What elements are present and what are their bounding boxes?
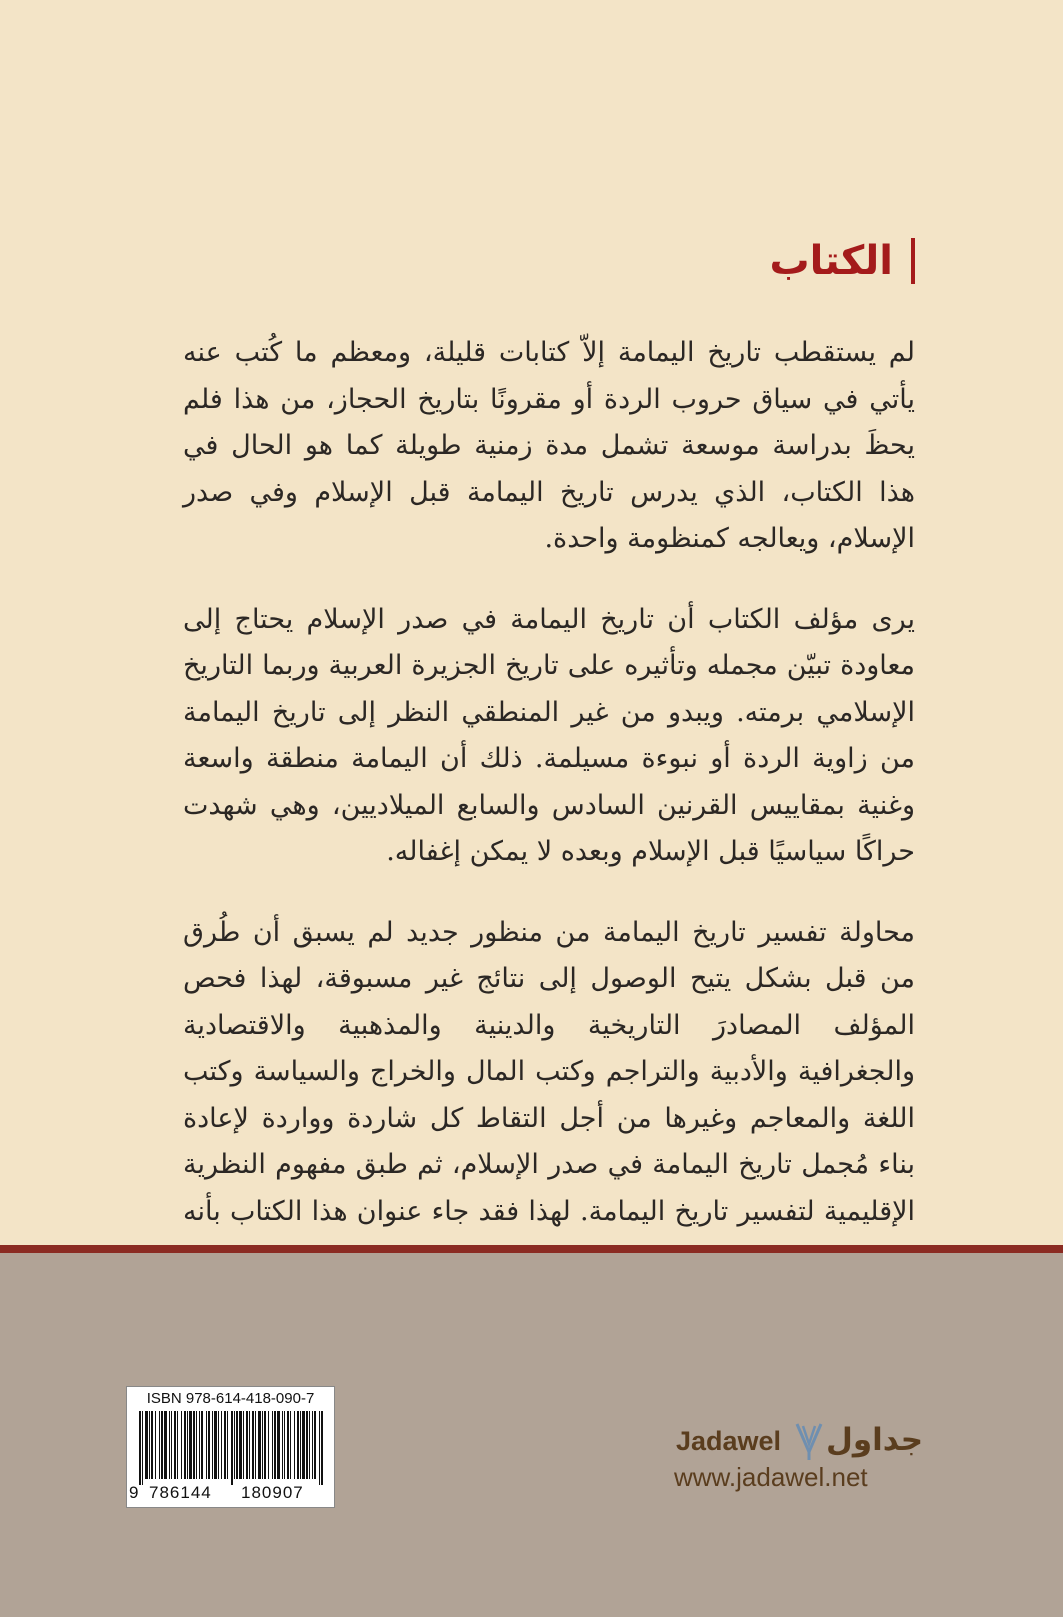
barcode-bar	[287, 1411, 289, 1479]
barcode-bar	[312, 1411, 313, 1479]
barcode-icon	[135, 1411, 326, 1485]
barcode-bar	[159, 1411, 160, 1479]
barcode-bar	[139, 1411, 141, 1485]
barcode-bar	[199, 1411, 200, 1479]
barcode-bar	[196, 1411, 197, 1479]
barcode-bar	[145, 1411, 148, 1479]
barcode-bar	[258, 1411, 261, 1479]
barcode-digits-left: 786144	[149, 1483, 212, 1502]
barcode-bar	[181, 1411, 182, 1479]
barcode-bar	[221, 1411, 222, 1479]
barcode-bar	[249, 1411, 250, 1479]
barcode-bar	[246, 1411, 248, 1479]
paragraph-3: محاولة تفسير تاريخ اليمامة من منظور جديد لم يسبق أن طُرق من قبل بشكل يتيح الوصول إلى نتائج غير مسبوقة، لهذا فحص المؤلف المصادرَ التاريخية والدينية والمذهبية والاقتصادية والجغرافية والأدبية والتراجم وكتب المال والخراج والسياسة وكتب اللغة والمعاجم وغيرها من أجل التقاط كل شاردة وواردة لإعادة بناء مُجمل تاريخ اليمامة في صدر الإسلام، ثم طبق مفهوم النظرية الإقليمية لتفسير تاريخ اليمامة. لهذا فقد جاء عنوان هذا الكتاب بأنه	[183, 916, 916, 1227]
barcode-bar	[149, 1411, 150, 1479]
barcode-bar	[309, 1411, 310, 1479]
barcode-bar	[262, 1411, 263, 1479]
barcode-bar	[284, 1411, 285, 1479]
barcode-bar	[252, 1411, 254, 1479]
barcode-bar	[142, 1411, 143, 1485]
barcode-box	[126, 1386, 335, 1508]
section-title: الكتاب	[769, 238, 893, 284]
barcode-bar	[243, 1411, 244, 1479]
barcode-bar	[214, 1411, 217, 1479]
barcode-bar	[169, 1411, 170, 1479]
barcode-bar	[224, 1411, 226, 1479]
barcode-bar	[231, 1411, 233, 1485]
barcode-bar	[187, 1411, 188, 1479]
barcode-bar	[171, 1411, 172, 1479]
barcode-bar	[290, 1411, 291, 1479]
barcode-bar	[227, 1411, 228, 1479]
footer-divider	[0, 1245, 1063, 1253]
publisher-block	[668, 1422, 924, 1502]
barcode-bar	[208, 1411, 210, 1479]
barcode-bar	[321, 1411, 323, 1485]
barcode-bar	[218, 1411, 219, 1479]
barcode-bar	[236, 1411, 238, 1479]
barcode-bar	[151, 1411, 153, 1479]
paragraph-1: لم يستقطب تاريخ اليمامة إلاّ كتابات قليلة، ومعظم ما كُتب عنه يأتي في سياق حروب الردة أو مقرونًا بتاريخ الحجاز، من هذا فلم يحظَ بدراسة موسعة تشمل مدة زمنية طويلة كما هو الحال في هذا الكتاب، الذي يدرس تاريخ اليمامة قبل الإسلام وفي صدر الإسلام، ويعالجه كمنظومة واحدة.	[183, 337, 915, 554]
barcode-bar	[161, 1411, 163, 1479]
isbn-label: ISBN 978-614-418-090-7	[146, 1390, 315, 1407]
barcode-bar	[272, 1411, 273, 1479]
barcode-bar	[297, 1411, 299, 1479]
publisher-name-arabic: جداول	[826, 1422, 924, 1458]
barcode-bar	[201, 1411, 203, 1479]
barcode-bar	[300, 1411, 301, 1479]
barcode-bar	[277, 1411, 280, 1479]
publisher-name-latin: Jadawel	[676, 1426, 782, 1456]
barcode-bar	[239, 1411, 242, 1479]
barcode-bar	[177, 1411, 178, 1479]
barcode-digit-first: 9	[129, 1483, 139, 1502]
barcode-bar	[268, 1411, 269, 1479]
publisher-url: www.jadawel.net	[674, 1462, 868, 1492]
barcode-bar	[294, 1411, 295, 1479]
barcode-bar	[302, 1411, 305, 1479]
heading-bar	[911, 238, 915, 284]
publisher-name-row	[668, 1422, 924, 1462]
barcode-bar	[274, 1411, 276, 1479]
barcode-bar	[164, 1411, 167, 1479]
leaf-logo-icon	[794, 1422, 824, 1462]
paragraph-2: يرى مؤلف الكتاب أن تاريخ اليمامة في صدر الإسلام يحتاج إلى معاودة تبيّن مجمله وتأثيره على تاريخ الجزيرة العربية وربما التاريخ الإسلامي برمته. ويبدو من غير المنطقي النظر إلى تاريخ اليمامة من زاوية الردة أو نبوءة مسيلمة. ذلك أن اليمامة منطقة واسعة وغنية بمقاييس القرنين السادس والسابع الميلاديين، وهي شهدت حراكًا سياسيًا قبل الإسلام وبعده لا يمكن إغفاله.	[183, 603, 915, 867]
barcode-bar	[306, 1411, 308, 1479]
barcode-bar	[234, 1411, 235, 1479]
barcode-bar	[155, 1411, 156, 1479]
barcode-bar	[282, 1411, 283, 1479]
barcode-bar	[189, 1411, 192, 1479]
barcode-bar	[184, 1411, 186, 1479]
barcode-bar	[319, 1411, 320, 1485]
blurb-text	[183, 330, 915, 1282]
barcode-bar	[193, 1411, 195, 1479]
barcode-bar	[255, 1411, 256, 1479]
barcode-bar	[264, 1411, 266, 1479]
barcode-digits-right: 180907	[241, 1483, 304, 1502]
barcode-bar	[212, 1411, 213, 1479]
barcode-bar	[314, 1411, 316, 1479]
barcode-bar	[206, 1411, 207, 1479]
section-heading	[769, 238, 915, 284]
barcode-digits	[127, 1483, 334, 1505]
barcode-bar	[174, 1411, 176, 1479]
